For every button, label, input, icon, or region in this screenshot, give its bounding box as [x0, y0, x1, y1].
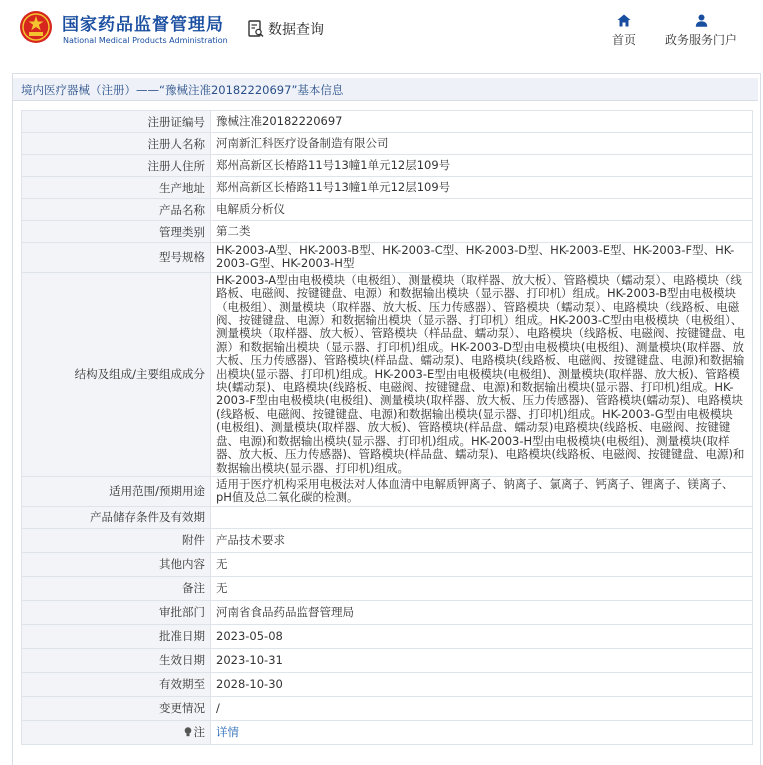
table-row	[22, 576, 753, 600]
row-label: 生产地址	[22, 177, 211, 199]
note-value-cell	[211, 720, 753, 744]
site-header	[0, 0, 763, 64]
row-label: 生效日期	[22, 648, 211, 672]
row-label: 附件	[22, 528, 211, 552]
row-label: 结构及组成/主要组成成分	[22, 272, 211, 476]
nav-gov-portal-label: 政务服务门户	[664, 33, 737, 47]
row-label: 注册人住所	[22, 155, 211, 177]
table-row	[22, 155, 753, 177]
panel-title: 境内医疗器械（注册）——“豫械注准20182220697”基本信息	[21, 83, 344, 97]
user-icon	[695, 14, 708, 27]
row-label: 备注	[22, 576, 211, 600]
table-row	[22, 672, 753, 696]
table-row	[22, 506, 753, 528]
lightbulb-icon	[184, 727, 192, 737]
table-row	[22, 600, 753, 624]
table-row	[22, 221, 753, 243]
row-value: /	[211, 696, 753, 720]
data-query-label[interactable]: 数据查询	[268, 22, 324, 38]
row-label: 型号规格	[22, 243, 211, 273]
row-value: 河南省食品药品监督管理局	[211, 600, 753, 624]
device-info-table	[21, 110, 753, 745]
table-row	[22, 133, 753, 155]
table-row	[22, 199, 753, 221]
row-label: 批准日期	[22, 624, 211, 648]
row-value: 无	[211, 576, 753, 600]
row-value: 2023-10-31	[211, 648, 753, 672]
table-row	[22, 243, 753, 273]
note-label: 注	[193, 725, 205, 740]
row-value: 产品技术要求	[211, 528, 753, 552]
row-value	[211, 506, 753, 528]
nav-home-label: 首页	[611, 33, 636, 47]
details-link[interactable]: 详情	[216, 724, 239, 739]
row-label: 适用范围/预期用途	[22, 476, 211, 506]
table-row	[22, 552, 753, 576]
site-name-cn[interactable]: 国家药品监督管理局	[62, 15, 224, 35]
row-value: HK-2003-A型由电极模块（电极组）、测量模块（取样器、放大板）、管路模块（蠕动泵）、电路模块（线路板、电磁阀、按键键盘、电源）和数据输出模块（显示器、打印机）组成。HK-2003-B型由电极模块（电极组）、测量模块（取样器、放大板、压力传感器）、管路模块（蠕动泵）、电路模块（线路板、电磁阀、按键键盘、电源）和数据输出模块（显示器、打印机）组成。HK-2003-C型由电极模块（电极组）、测量模块（取样器、放大板）、管路模块（样品盘、蠕动泵）、电路模块（线路板、电磁阀、按键键盘、电源）和数据输出模块（显示器、打印机)组成。HK-2003-D型由电极模块(电极组)、测量模块(取样器、放大板、压力传感器)、管路模块(样品盘、蠕动泵)、电路模块(线路板、电磁阀、按键键盘、电源)和数据输出模块(显示器、打印机)组成。HK-2003-E型由电极模块(电极组)、测量模块(取样器、放大板)、管路模块(蠕动泵)、电路模块(线路板、电磁阀、按键键盘、电源)和数据输出模块(显示器、打印机)组成。HK-2003-F型由电极模块(电极组)、测量模块(取样器、放大板、压力传感器)、管路模块(蠕动泵)、电路模块(线路板、电磁阀、按键键盘、电源)和数据输出模块(显示器、打印机)组成。HK-2003-G型由电极模块(电极组)、测量模块(取样器、放大板)、管路模块(样品盘、蠕动泵)电路模块(线路板、电磁阀、按键键盘、电源)和数据输出模块(显示器、打印机)组成。HK-2003-H型由电极模块(电极组)、测量模块(取样器、放大板、压力传感器)、管路模块(样品盘、蠕动泵)、电路模块(线路板、电磁阀、按键键盘、电源)和数据输出模块(显示器、打印机)组成。	[211, 272, 753, 476]
row-value: 无	[211, 552, 753, 576]
table-row	[22, 111, 753, 133]
row-value: 豫械注准20182220697	[211, 111, 753, 133]
national-emblem-icon	[19, 10, 53, 44]
table-row	[22, 528, 753, 552]
row-value: 适用于医疗机构采用电极法对人体血清中电解质钾离子、钠离子、氯离子、钙离子、锂离子、镁离子、pH值及总二氧化碳的检测。	[211, 476, 753, 506]
row-value: 郑州高新区长椿路11号13幢1单元12层109号	[211, 177, 753, 199]
site-name-en: National Medical Products Administration	[63, 36, 228, 45]
table-row	[22, 177, 753, 199]
row-label: 其他内容	[22, 552, 211, 576]
table-row	[22, 272, 753, 476]
table-row	[22, 624, 753, 648]
row-label: 管理类别	[22, 221, 211, 243]
row-label: 注册人名称	[22, 133, 211, 155]
table-row	[22, 720, 753, 744]
nav-gov-portal[interactable]	[660, 14, 742, 48]
row-label: 产品储存条件及有效期	[22, 506, 211, 528]
table-row	[22, 696, 753, 720]
row-value: 2028-10-30	[211, 672, 753, 696]
row-value: 河南新汇科医疗设备制造有限公司	[211, 133, 753, 155]
table-row	[22, 648, 753, 672]
row-label: 审批部门	[22, 600, 211, 624]
panel-title-bar	[13, 78, 758, 101]
home-icon	[617, 14, 631, 27]
row-label: 注册证编号	[22, 111, 211, 133]
row-label: 有效期至	[22, 672, 211, 696]
row-value: 第二类	[211, 221, 753, 243]
row-value: 郑州高新区长椿路11号13幢1单元12层109号	[211, 155, 753, 177]
row-value: HK-2003-A型、HK-2003-B型、HK-2003-C型、HK-2003-D型、HK-2003-E型、HK-2003-F型、HK-2003-G型、HK-2003-H型	[211, 243, 753, 273]
row-label: 产品名称	[22, 199, 211, 221]
row-label: 变更情况	[22, 696, 211, 720]
data-query-icon	[248, 20, 264, 38]
row-value: 2023-05-08	[211, 624, 753, 648]
table-row	[22, 476, 753, 506]
row-value: 电解质分析仪	[211, 199, 753, 221]
note-label-cell	[22, 720, 211, 744]
nav-home[interactable]	[608, 14, 640, 48]
